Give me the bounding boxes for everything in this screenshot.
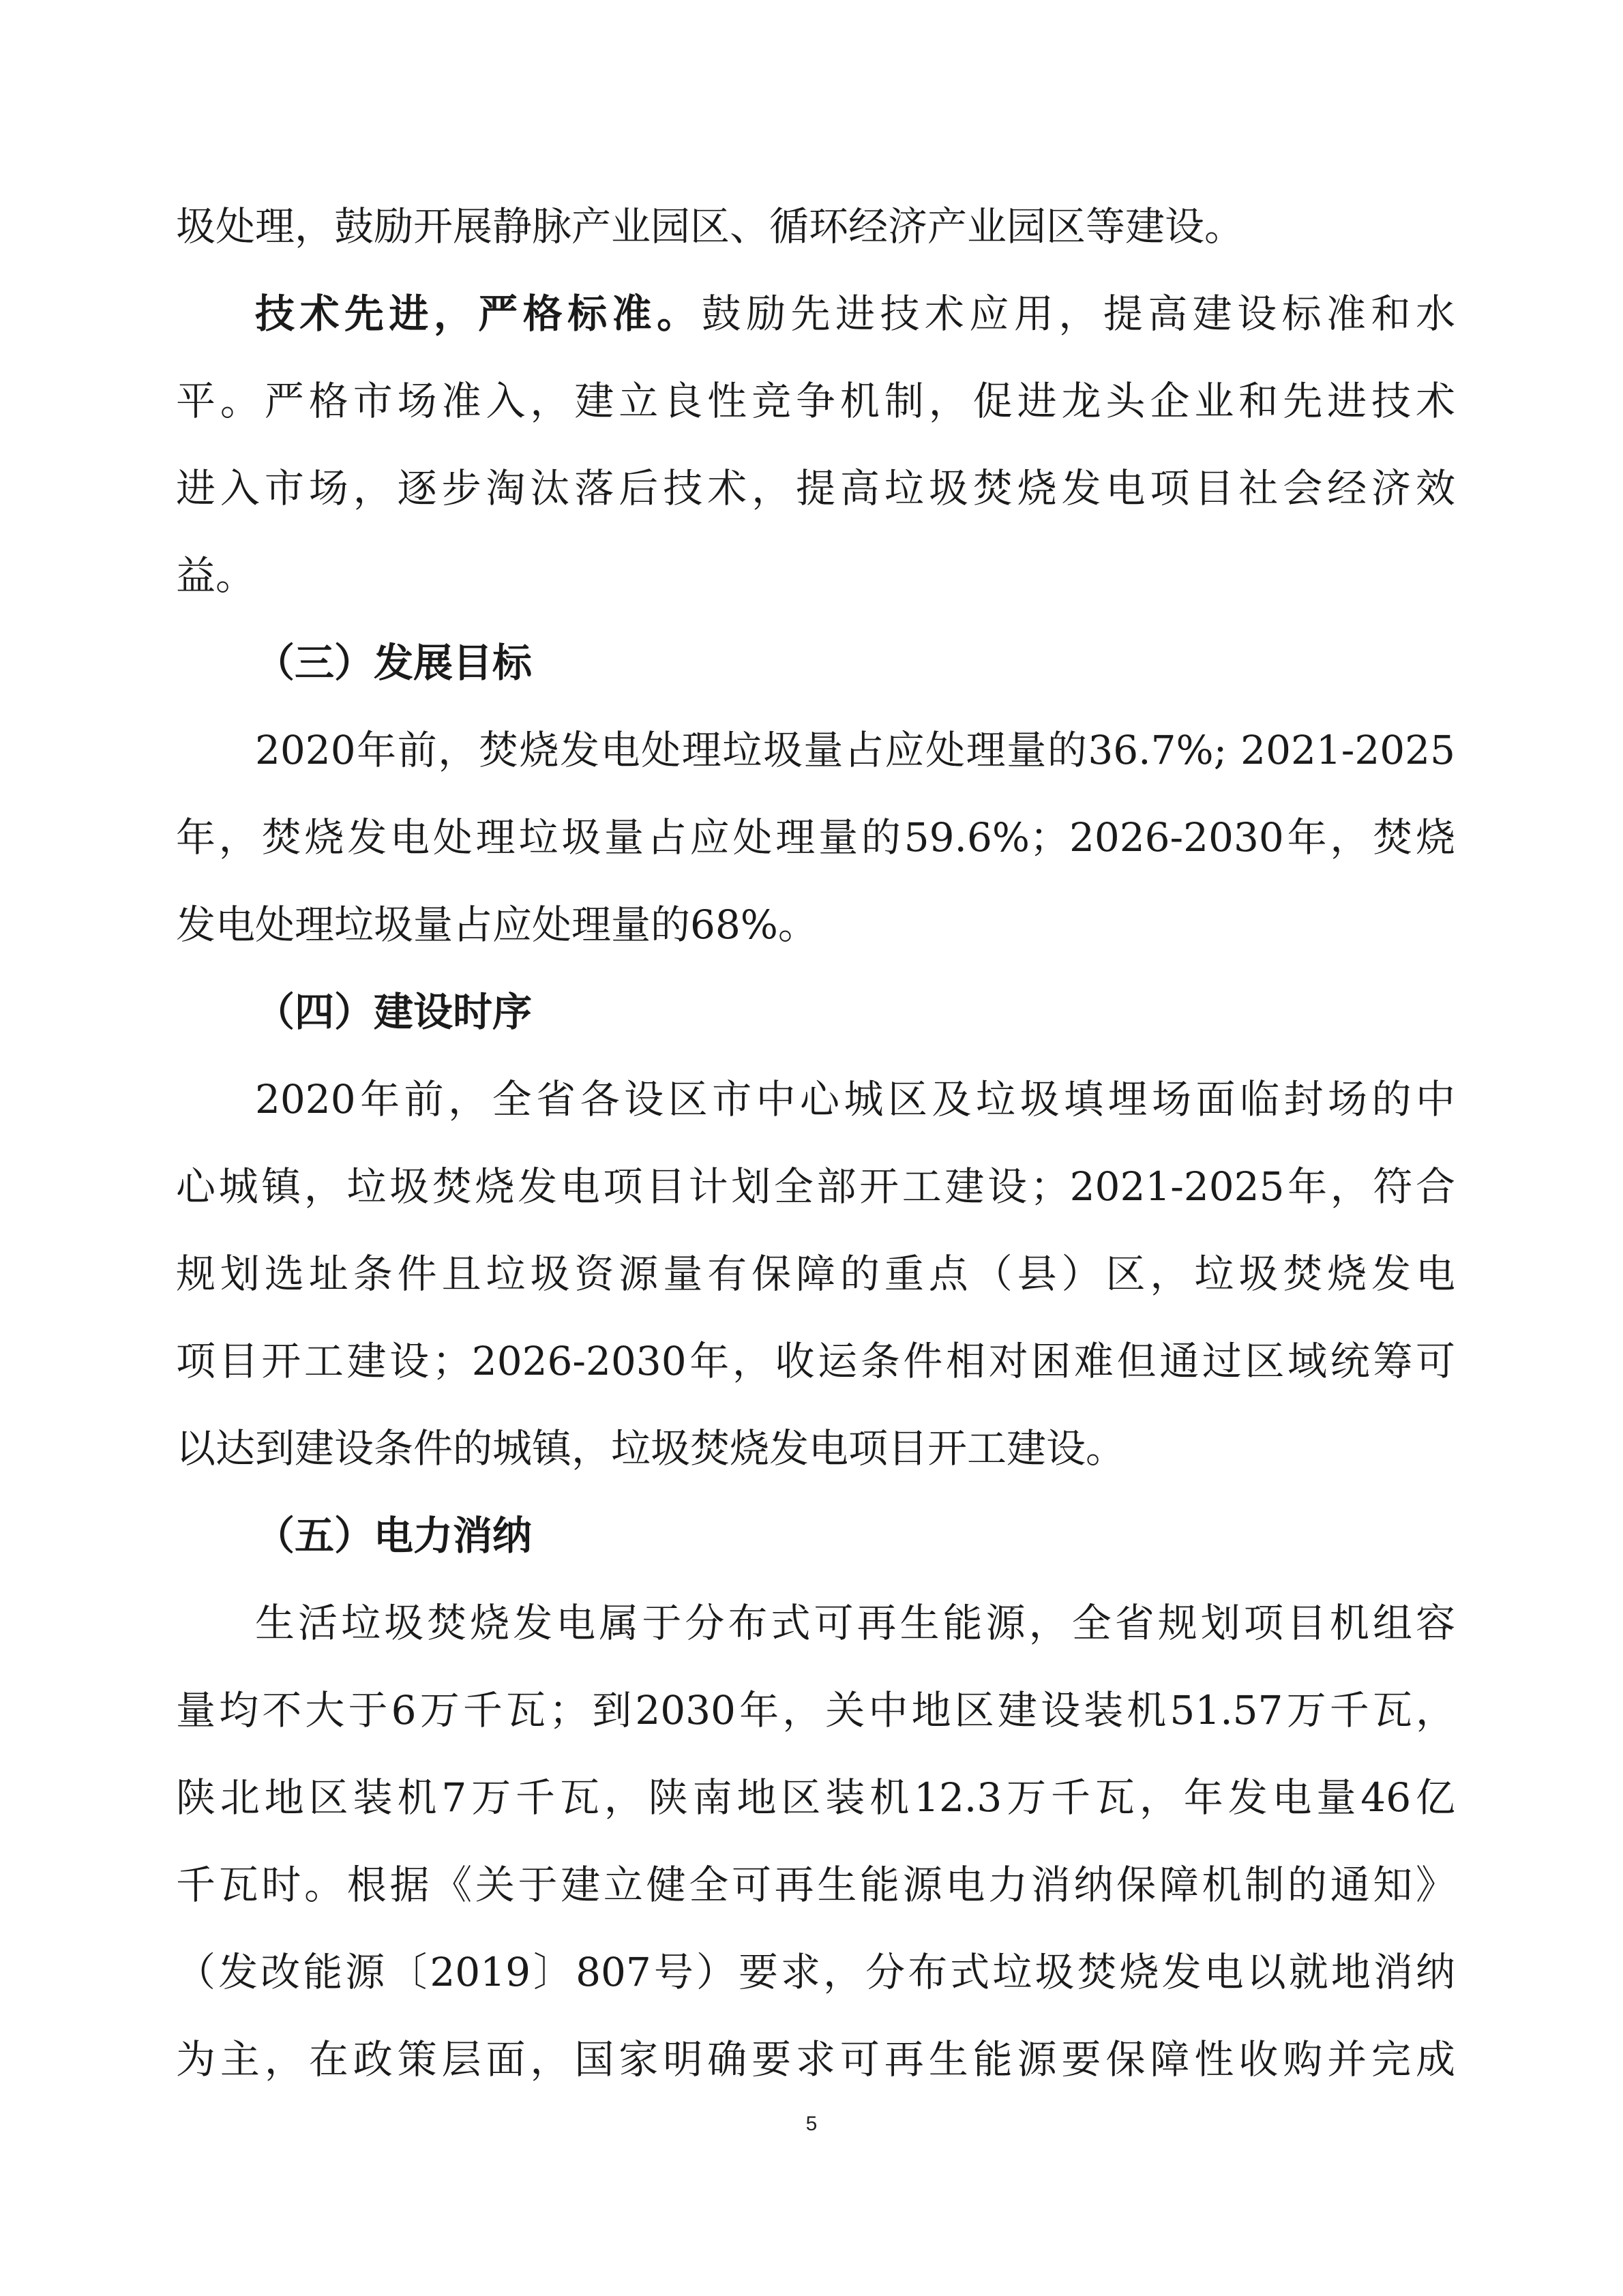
paragraph-line: 以达到建设条件的城镇，垃圾焚烧发电项目开工建设。 [176, 1425, 1126, 1472]
paragraph-line: 发电处理垃圾量占应处理量的68%。 [176, 901, 818, 948]
bold-lead-text: 技术先进，严格标准。 [255, 290, 702, 337]
paragraph-line: 生活垃圾焚烧发电属于分布式可再生能源，全省规划项目机组容 [255, 1600, 1455, 1646]
section-heading: （四）建设时序 [255, 989, 533, 1035]
section-heading: （三）发展目标 [255, 640, 533, 686]
paragraph-line: 益。 [176, 552, 256, 599]
paragraph-line: 陕北地区装机7万千瓦，陕南地区装机12.3万千瓦，年发电量46亿 [176, 1774, 1455, 1821]
paragraph-line: 规划选址条件且垃圾资源量有保障的重点（县）区，垃圾焚烧发电 [176, 1251, 1455, 1297]
paragraph-line: 2020年前，焚烧发电处理垃圾量占应处理量的36.7%; 2021-2025 [255, 727, 1455, 773]
paragraph-line: 平。严格市场准入，建立良性竞争机制，促进龙头企业和先进技术 [176, 378, 1455, 424]
paragraph-line: 心城镇，垃圾焚烧发电项目计划全部开工建设；2021-2025年，符合 [176, 1163, 1455, 1210]
paragraph-text: 鼓励先进技术应用，提高建设标准和水 [701, 290, 1455, 337]
paragraph-line: （发改能源〔2019〕807号）要求，分布式垃圾焚烧发电以就地消纳 [176, 1949, 1455, 1995]
paragraph-line: 千瓦时。根据《关于建立健全可再生能源电力消纳保障机制的通知》 [176, 1862, 1455, 1908]
page-number: 5 [805, 2113, 818, 2135]
paragraph-line: 量均不大于6万千瓦；到2030年，关中地区建设装机51.57万千瓦， [176, 1687, 1455, 1733]
paragraph-line: 为主，在政策层面，国家明确要求可再生能源要保障性收购并完成 [176, 2036, 1455, 2083]
paragraph-line: 圾处理，鼓励开展静脉产业园区、循环经济产业园区等建设。 [176, 203, 1245, 250]
section-heading: （五）电力消纳 [255, 1512, 533, 1559]
paragraph-line: 2020年前，全省各设区市中心城区及垃圾填埋场面临封场的中 [255, 1076, 1455, 1122]
paragraph-line [176, 270, 1455, 357]
paragraph-line: 进入市场，逐步淘汰落后技术，提高垃圾焚烧发电项目社会经济效 [176, 465, 1455, 511]
paragraph-line: 项目开工建设；2026-2030年，收运条件相对困难但通过区域统筹可 [176, 1338, 1455, 1384]
document-body [176, 183, 1455, 2103]
paragraph-line: 年，焚烧发电处理垃圾量占应处理量的59.6%；2026-2030年，焚烧 [176, 814, 1455, 861]
